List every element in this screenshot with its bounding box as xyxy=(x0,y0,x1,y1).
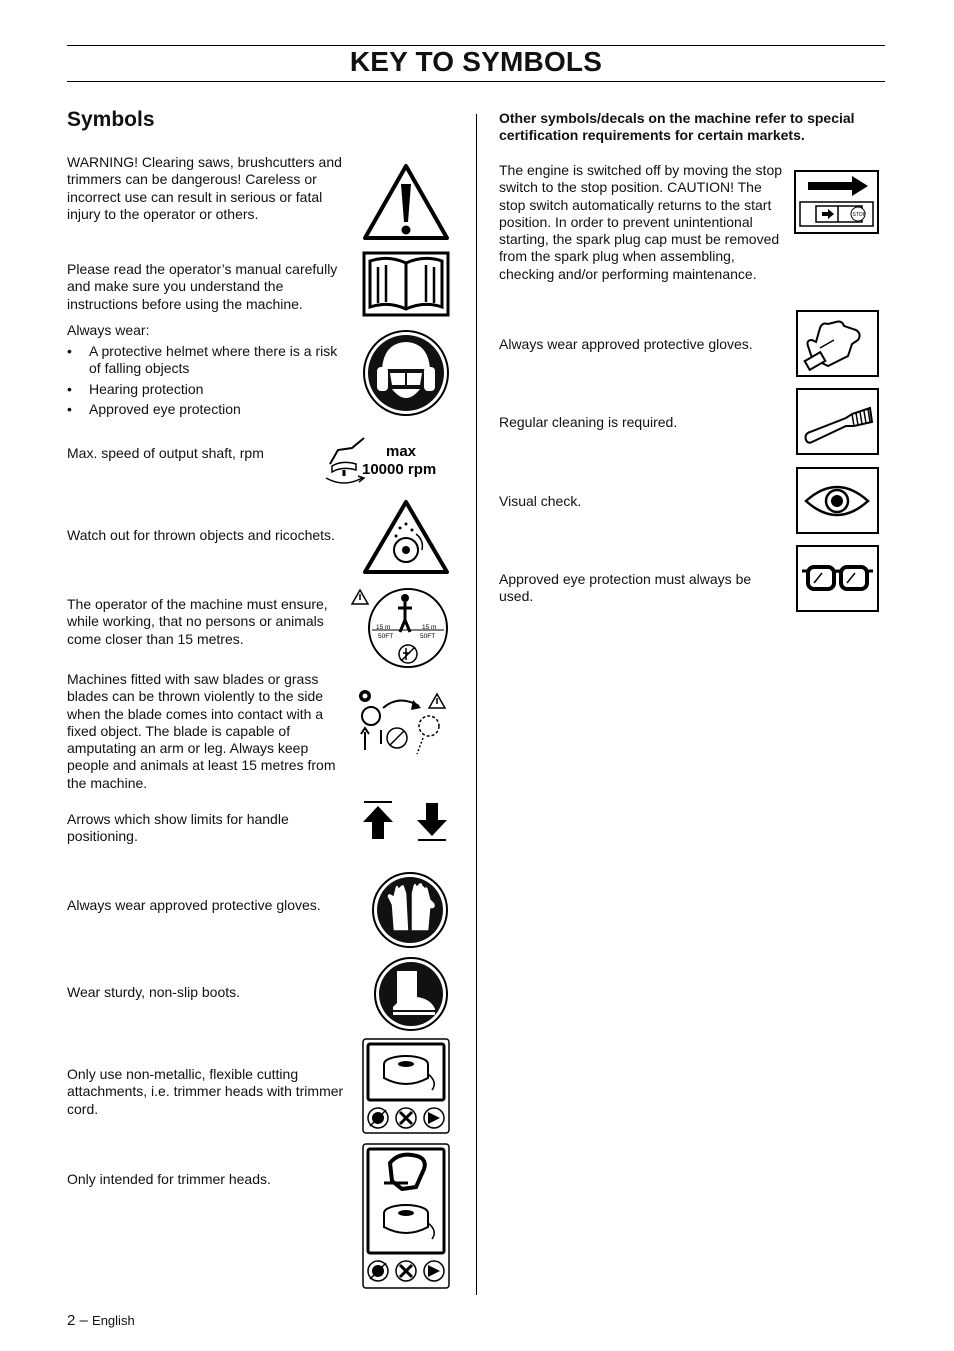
wear-item-text: Approved eye protection xyxy=(89,401,241,417)
thrown-objects-icon xyxy=(362,498,450,576)
wear-item xyxy=(67,381,357,399)
thrown-objects-text: Watch out for thrown objects and ricochets. xyxy=(67,527,335,543)
blade-thrust-icon xyxy=(355,686,450,758)
trimmer-only-text: Only intended for trimmer heads. xyxy=(67,1171,271,1187)
glove-decal-icon xyxy=(796,310,879,377)
stop-switch-icon xyxy=(794,170,879,234)
distance-label-m-right: 15 m xyxy=(422,624,437,631)
visual-check-text: Visual check. xyxy=(499,493,582,509)
nonmetallic-text: Only use non-metallic, flexible cutting attachments, i.e. trimmer heads with trimmer cord. xyxy=(67,1066,344,1117)
bullet-mark: • xyxy=(67,401,72,417)
blade-thrust-text: Machines fitted with saw blades or grass blades can be thrown violently to the side when the blade comes into contact with a fixed object. The blade is capable of amputating an arm or leg. Always keep people and animals at least 15 metres from the machine. xyxy=(67,671,336,791)
gloves-icon xyxy=(371,871,449,949)
eye-icon xyxy=(796,467,879,534)
warning-triangle-icon xyxy=(362,162,450,242)
helmet-earmuffs-glasses-icon xyxy=(362,329,450,417)
page-title: KEY TO SYMBOLS xyxy=(349,46,603,77)
manual-text: Please read the operator’s manual carefully and make sure you understand the instructions before using the machine. xyxy=(67,261,338,312)
boots-text: Wear sturdy, non-slip boots. xyxy=(67,984,241,1000)
safety-distance-text: The operator of the machine must ensure, while working, that no persons or animals come closer than 15 metres. xyxy=(67,596,328,647)
boots-icon xyxy=(373,957,449,1031)
wear-item xyxy=(67,401,357,419)
max-rpm-icon xyxy=(320,434,450,486)
safety-glasses-icon xyxy=(796,545,879,612)
max-label: max xyxy=(386,443,417,460)
brush-icon xyxy=(796,388,879,455)
rpm-label: 10000 rpm xyxy=(362,461,437,478)
bullet-mark: • xyxy=(67,343,72,359)
trimmer-head-icon xyxy=(362,1038,450,1134)
max-speed-text: Max. speed of output shaft, rpm xyxy=(67,445,264,461)
open-book-icon xyxy=(362,251,450,317)
safety-distance-icon xyxy=(350,586,450,670)
stop-label: STOP xyxy=(852,212,867,218)
wear-item-text: Hearing protection xyxy=(89,381,204,397)
section-heading: Symbols xyxy=(67,108,155,131)
distance-label-ft-right: 50FT xyxy=(420,633,436,640)
header-rule-bottom xyxy=(67,81,885,82)
stop-switch-text: The engine is switched off by moving the stop switch to the stop position. CAUTION! The stop switch automatically returns to the start position. In order to prevent unintentional starting, the spark plug cap must be removed from the spark plug when assembling, checking and/or performing maintenance. xyxy=(499,162,783,282)
distance-label-ft-left: 50FT xyxy=(378,633,394,640)
wear-item-text: A protective helmet where there is a risk of falling objects xyxy=(89,343,338,377)
warning-text: WARNING! Clearing saws, brushcutters and trimmers can be dangerous! Careless or incorrect use can result in serious or fatal injury to the operator or others. xyxy=(67,154,342,222)
page-footer xyxy=(67,1312,135,1329)
always-wear-label: Always wear: xyxy=(67,322,150,338)
certification-intro: Other symbols/decals on the machine refer to special certification requirements for certain markets. xyxy=(499,110,855,144)
wear-item xyxy=(67,343,357,379)
handle-limits-text: Arrows which show limits for handle positioning. xyxy=(67,811,289,845)
footer-language: English xyxy=(92,1313,135,1328)
gloves-text: Always wear approved protective gloves. xyxy=(67,897,321,913)
distance-label-m-left: 15 m xyxy=(376,624,391,631)
eye-protection-text: Approved eye protection must always be used. xyxy=(499,571,752,605)
trimmer-head-with-guard-icon xyxy=(362,1143,450,1289)
page-number: 2 – xyxy=(67,1312,88,1329)
gloves-decal-text: Always wear approved protective gloves. xyxy=(499,336,753,352)
handle-limit-down-arrow-icon xyxy=(416,802,448,842)
handle-limit-up-arrow-icon xyxy=(362,800,394,840)
bullet-mark: • xyxy=(67,381,72,397)
cleaning-text: Regular cleaning is required. xyxy=(499,414,678,430)
column-divider xyxy=(476,114,477,1295)
